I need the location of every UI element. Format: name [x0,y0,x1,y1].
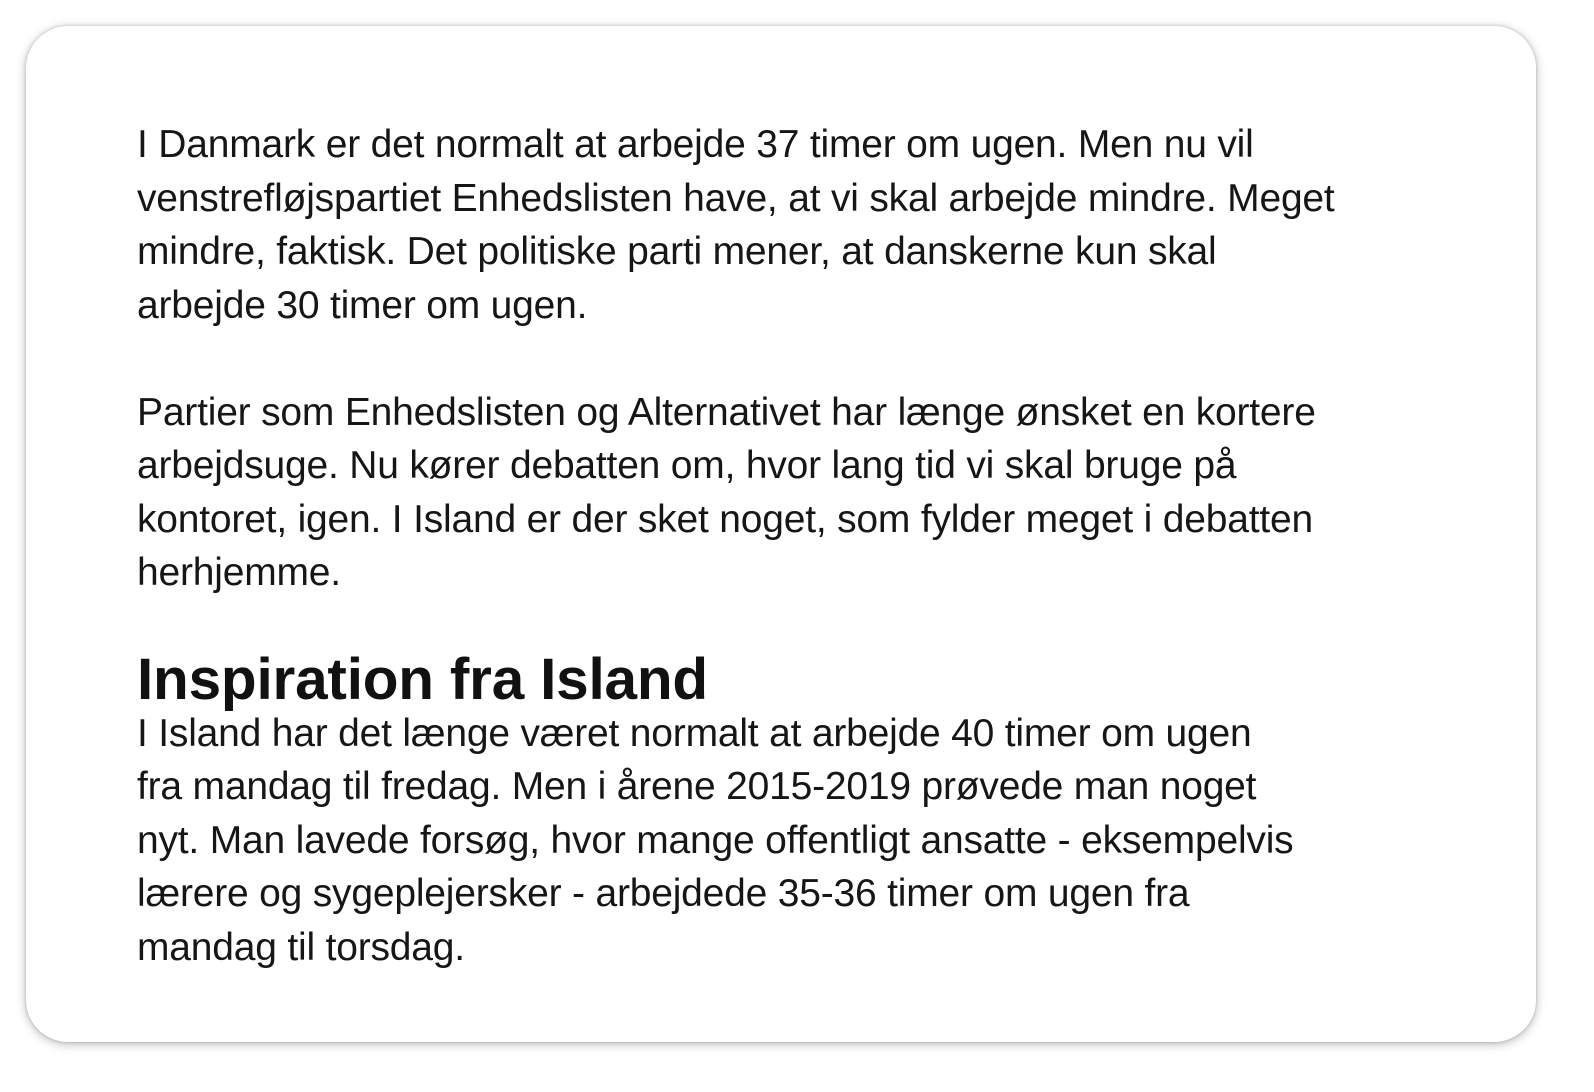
section-heading: Inspiration fra Island [137,647,708,712]
article-card [26,26,1536,1042]
paragraph-spacer [137,332,1477,386]
intro-paragraph: I Danmark er det normalt at arbejde 37 timer om ugen. Men nu vil venstrefløjspartiet Enhedslisten have, at vi skal arbejde mindre. Meget mindre, faktisk. Det politiske parti mener, at danskerne kun skal arbejde 30 timer om ugen. [137,123,1335,327]
iceland-paragraph: I Island har det længe været normalt at arbejde 40 timer om ugen fra mandag til fredag. Men i årene 2015-2019 prøvede man noget nyt. Man lavede forsøg, hvor mange offentligt ansatte - eksempelvis lærere og sygeplejersker - arbejdede 35-36 timer om ugen fra mandag til torsdag. [137,711,1294,969]
paragraph-spacer [137,600,1477,654]
article-content [137,118,1477,974]
debate-paragraph: Partier som Enhedslisten og Alternativet har længe ønsket en kortere arbejdsuge. Nu kører debatten om, hvor lang tid vi skal bruge på kontoret, igen. I Island er der sket noget, som fylder meget i debatten herhjemme. [137,390,1316,594]
